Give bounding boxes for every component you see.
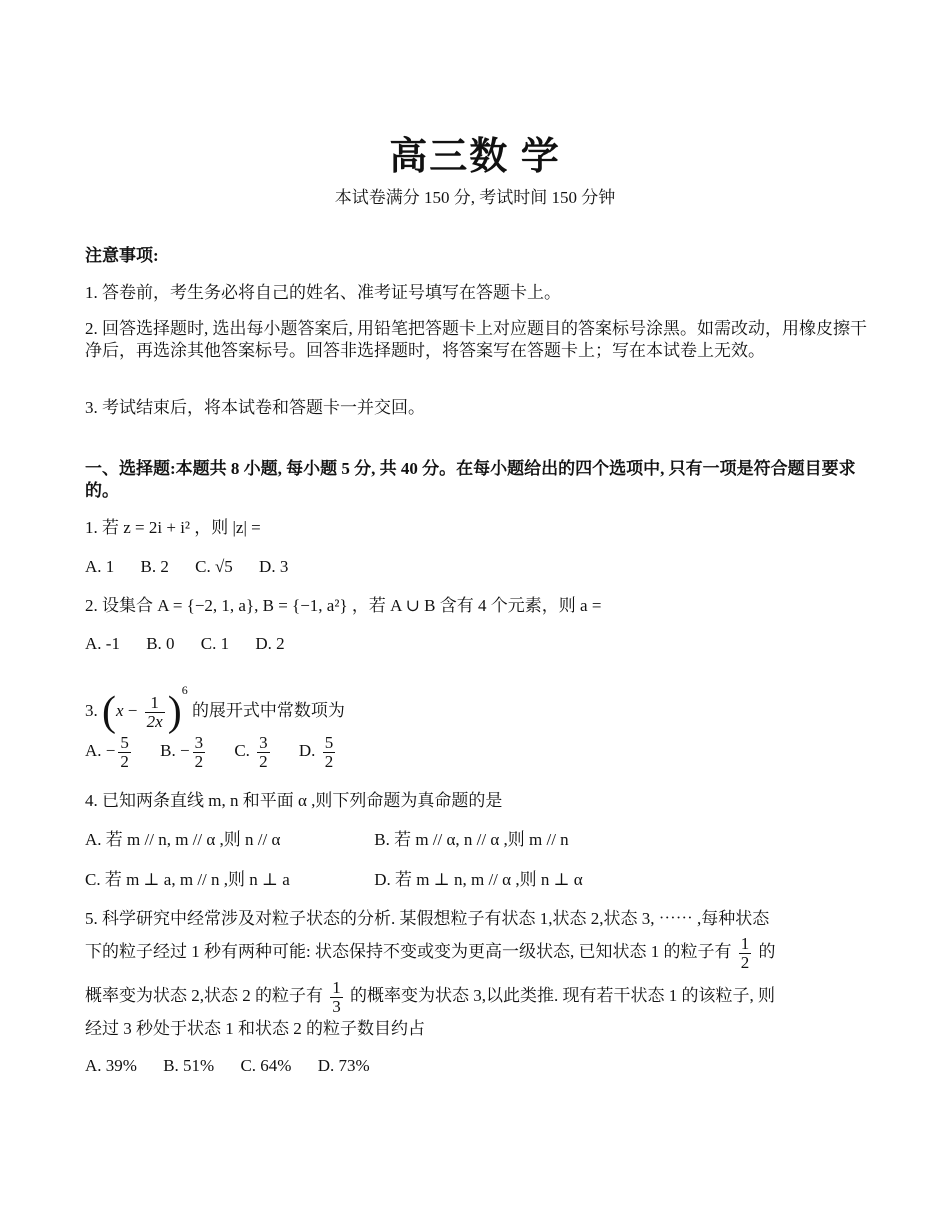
question-5-text: 概率变为状态 2,状态 2 的粒子有 — [85, 986, 323, 1005]
fraction-numerator: 5 — [120, 732, 129, 752]
option-fraction — [257, 734, 270, 771]
fraction-numerator: 3 — [259, 732, 268, 752]
question-3-option-a[interactable] — [85, 728, 134, 774]
left-paren: ( — [102, 689, 116, 736]
option-label: C. — [234, 741, 250, 760]
right-paren: ) — [167, 689, 182, 736]
question-3-stem — [85, 665, 870, 736]
exam-subtitle: 本试卷满分 150 分, 考试时间 150 分钟 — [334, 188, 616, 207]
question-2-option-c[interactable]: C. 1 — [200, 634, 230, 653]
fraction-numerator: 5 — [324, 732, 334, 752]
question-5-option-c[interactable]: C. 64% — [240, 1056, 292, 1075]
question-1-stem: 1. 若 z = 2i + i² ，则 |z| = — [85, 518, 261, 537]
question-2-options — [85, 633, 870, 655]
fraction-denominator: 2 — [324, 751, 334, 771]
fraction-numerator: 1 — [145, 694, 165, 713]
fraction-denominator: 3 — [332, 996, 341, 1016]
question-1-option-a[interactable]: A. 1 — [85, 557, 115, 576]
notes-heading: 注意事项: — [85, 246, 159, 265]
question-4-option-d[interactable]: D. 若 m ⊥ n, m // α ,则 n ⊥ α — [374, 870, 583, 889]
question-5-text: 的概率变为状态 3,以此类推. 现有若干状态 1 的该粒子, 则 — [350, 986, 775, 1005]
option-fraction — [323, 734, 336, 771]
fraction-denominator: 2 — [120, 751, 129, 771]
option-label: B. — [160, 741, 176, 760]
fraction-numerator: 1 — [740, 933, 750, 953]
question-1-option-b[interactable]: B. 2 — [140, 557, 169, 576]
question-3-option-d[interactable] — [299, 728, 338, 774]
question-2-stem: 2. 设集合 A = {−2, 1, a}, B = {−1, a²} ，若 A ∪ B 含有 4 个元素，则 a = — [85, 596, 602, 615]
question-1-option-c[interactable]: C. √5 — [195, 557, 233, 576]
fraction-numerator: 3 — [194, 732, 204, 752]
question-2-option-a[interactable]: A. -1 — [85, 634, 120, 653]
question-3-options — [85, 728, 870, 774]
note-item-1: 1. 答卷前，考生务必将自己的姓名、准考证号填写在答题卡上。 — [85, 283, 561, 302]
option-label: A. — [85, 741, 102, 760]
question-5-text: 的 — [758, 942, 776, 961]
question-3-option-c[interactable] — [234, 728, 272, 774]
question-4-option-b[interactable]: B. 若 m // α, n // α ,则 m // n — [374, 830, 569, 849]
question-5-fraction-third — [330, 979, 343, 1016]
question-3-x: x — [116, 701, 124, 720]
question-5-option-d[interactable]: D. 73% — [317, 1056, 370, 1075]
question-4-option-c[interactable]: C. 若 m ⊥ a, m // n ,则 n ⊥ a — [85, 870, 290, 889]
option-fraction — [193, 734, 206, 771]
option-label: D. — [298, 741, 316, 760]
question-3-minus: − — [127, 701, 138, 720]
question-4-row-2 — [85, 869, 870, 891]
question-3-suffix: 的展开式中常数项为 — [191, 701, 345, 720]
fraction-denominator: 2 — [740, 952, 750, 972]
page-title: 高三数 学 — [389, 136, 561, 178]
question-3-option-b[interactable] — [160, 728, 208, 774]
fraction-numerator: 1 — [332, 977, 341, 997]
question-5-line-4: 经过 3 秒处于状态 1 和状态 2 的粒子数目约占 — [85, 1019, 425, 1038]
question-5-option-a[interactable]: A. 39% — [85, 1056, 137, 1075]
note-item-3: 3. 考试结束后，将本试卷和答题卡一并交回。 — [85, 398, 425, 417]
question-4-stem: 4. 已知两条直线 m, n 和平面 α ,则下列命题为真命题的是 — [85, 791, 503, 810]
question-5-line-2 — [85, 930, 870, 974]
question-4-row-1 — [85, 829, 870, 851]
question-5-option-b[interactable]: B. 51% — [163, 1056, 215, 1075]
question-1-option-d[interactable]: D. 3 — [259, 557, 289, 576]
note-item-2: 2. 回答选择题时, 选出每小题答案后, 用铅笔把答题卡上对应题目的答案标号涂黑。如需改动，用橡皮擦干净后，再选涂其他答案标号。回答非选择题时，将答案写在答题卡上；写在本试卷上无效。 — [85, 319, 867, 360]
question-3-fraction — [145, 694, 165, 731]
section-heading: 一、选择题:本题共 8 小题, 每小题 5 分, 共 40 分。在每小题给出的四个选项中, 只有一项是符合题目要求的。 — [85, 459, 856, 500]
option-fraction — [118, 734, 131, 771]
fraction-denominator: 2 — [194, 751, 204, 771]
question-5-fraction-half — [739, 935, 752, 972]
option-sign: − — [105, 741, 116, 760]
question-5-text: 下的粒子经过 1 秒有两种可能: 状态保持不变或变为更高一级状态, 已知状态 1 的粒子有 — [85, 942, 732, 961]
fraction-denominator: 2x — [146, 711, 163, 731]
question-2-option-d[interactable]: D. 2 — [255, 634, 285, 653]
question-3-number: 3. — [85, 701, 98, 720]
question-5-options — [85, 1055, 870, 1077]
question-2-option-b[interactable]: B. 0 — [146, 634, 175, 653]
option-sign: − — [179, 741, 190, 760]
question-3-power: 6 — [181, 683, 188, 697]
question-4-option-a[interactable]: A. 若 m // n, m // α ,则 n // α — [85, 830, 281, 849]
question-5-line-3 — [85, 974, 870, 1018]
question-5-line-1: 5. 科学研究中经常涉及对粒子状态的分析. 某假想粒子有状态 1,状态 2,状态 3, ⋯⋯ ,每种状态 — [85, 909, 770, 928]
fraction-denominator: 2 — [259, 751, 268, 771]
question-1-options — [85, 556, 870, 578]
